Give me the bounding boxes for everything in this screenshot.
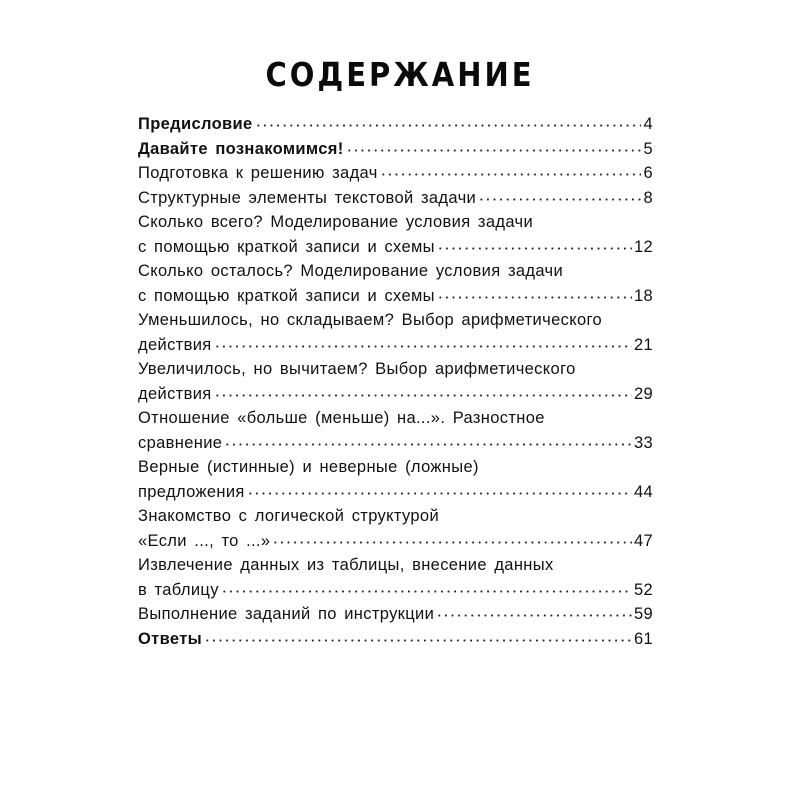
toc-page-number: 12 [633,237,653,256]
toc-entry-text: Предисловие [138,115,253,133]
toc-entry [138,627,653,652]
toc-entry-last-line [138,382,653,407]
dot-leader [437,284,632,301]
toc-entry-last-line [138,284,653,309]
toc-entry [138,161,653,186]
dot-leader [436,603,632,620]
toc-entry [138,112,653,137]
toc-entry-text: предложения [138,482,245,501]
dot-leader [346,137,642,154]
toc-page-number: 61 [633,629,653,648]
dot-leader [272,529,631,546]
toc-entry [138,137,653,162]
toc-page-number: 33 [633,433,653,452]
toc-entry-last-line [138,186,653,211]
toc-entry [138,406,653,455]
toc-entry-last-line [138,602,653,627]
toc-entry-last-line [138,431,653,456]
toc-page-number: 52 [633,580,653,599]
toc-entry-last-line [138,578,653,603]
toc-page-number: 5 [643,139,653,158]
table-of-contents [138,112,653,651]
dot-leader [224,431,632,448]
toc-entry-last-line [138,480,653,505]
toc-entry-text-line: Верные (истинные) и неверные (ложные) [138,458,479,476]
toc-entry [138,553,653,602]
dot-leader [214,382,632,399]
toc-entry-last-line [138,161,653,186]
toc-entry-last-line [138,529,653,554]
toc-entry-text: сравнение [138,433,223,452]
toc-entry-last-line [138,235,653,260]
toc-entry-text-line: Сколько всего? Моделирование условия задачи [138,213,534,231]
toc-entry-text: Давайте познакомимся! [138,139,344,158]
toc-page-number: 18 [633,286,653,305]
toc-entry [138,186,653,211]
toc-page-number: 29 [633,384,653,403]
toc-page-number: 44 [633,482,653,501]
toc-entry-text: Структурные элементы текстовой задачи [138,188,477,207]
dot-leader [437,235,632,252]
toc-entry [138,259,653,308]
dot-leader [247,480,632,497]
toc-entry [138,455,653,504]
toc-page-number: 47 [633,531,653,550]
toc-entry-text-line: Знакомство с логической структурой [138,507,440,525]
toc-entry-text: Подготовка к решению задач [138,164,378,182]
toc-entry [138,210,653,259]
toc-page-number: 21 [633,335,653,354]
toc-entry-last-line [138,627,653,652]
toc-entry [138,504,653,553]
toc-entry-text-line: Сколько осталось? Моделирование условия задачи [138,262,564,280]
toc-entry [138,602,653,627]
dot-leader [214,333,632,350]
toc-entry-text-line: Извлечение данных из таблицы, внесение данных [138,556,554,574]
toc-entry-text: Выполнение заданий по инструкции [138,605,435,623]
toc-entry-text-line: Увеличилось, но вычитаем? Выбор арифметического [138,360,576,378]
toc-page-number: 8 [643,188,653,207]
dot-leader [221,578,632,595]
toc-entry-text-line: Отношение «больше (меньше) на...». Разностное [138,409,545,427]
dot-leader [255,113,642,130]
toc-page-number: 4 [643,115,653,133]
toc-entry-text: действия [138,384,212,403]
toc-entry-text: «Если ..., то ...» [138,531,271,550]
toc-entry-text: с помощью краткой записи и схемы [138,286,435,305]
toc-entry [138,308,653,357]
toc-entry-text: Ответы [138,629,203,648]
toc-entry-text: в таблицу [138,580,219,599]
toc-entry [138,357,653,406]
toc-entry-last-line [138,112,653,137]
toc-entry-last-line [138,137,653,162]
toc-page-number: 59 [633,605,653,623]
dot-leader [478,186,641,203]
toc-entry-last-line [138,333,653,358]
toc-page-number: 6 [643,164,653,182]
dot-leader [380,162,642,179]
toc-entry-text: с помощью краткой записи и схемы [138,237,435,256]
dot-leader [204,627,632,644]
toc-entry-text-line: Уменьшилось, но складываем? Выбор арифметического [138,311,603,329]
page-title: СОДЕРЖАНИЕ [265,55,535,95]
toc-entry-text: действия [138,335,212,354]
